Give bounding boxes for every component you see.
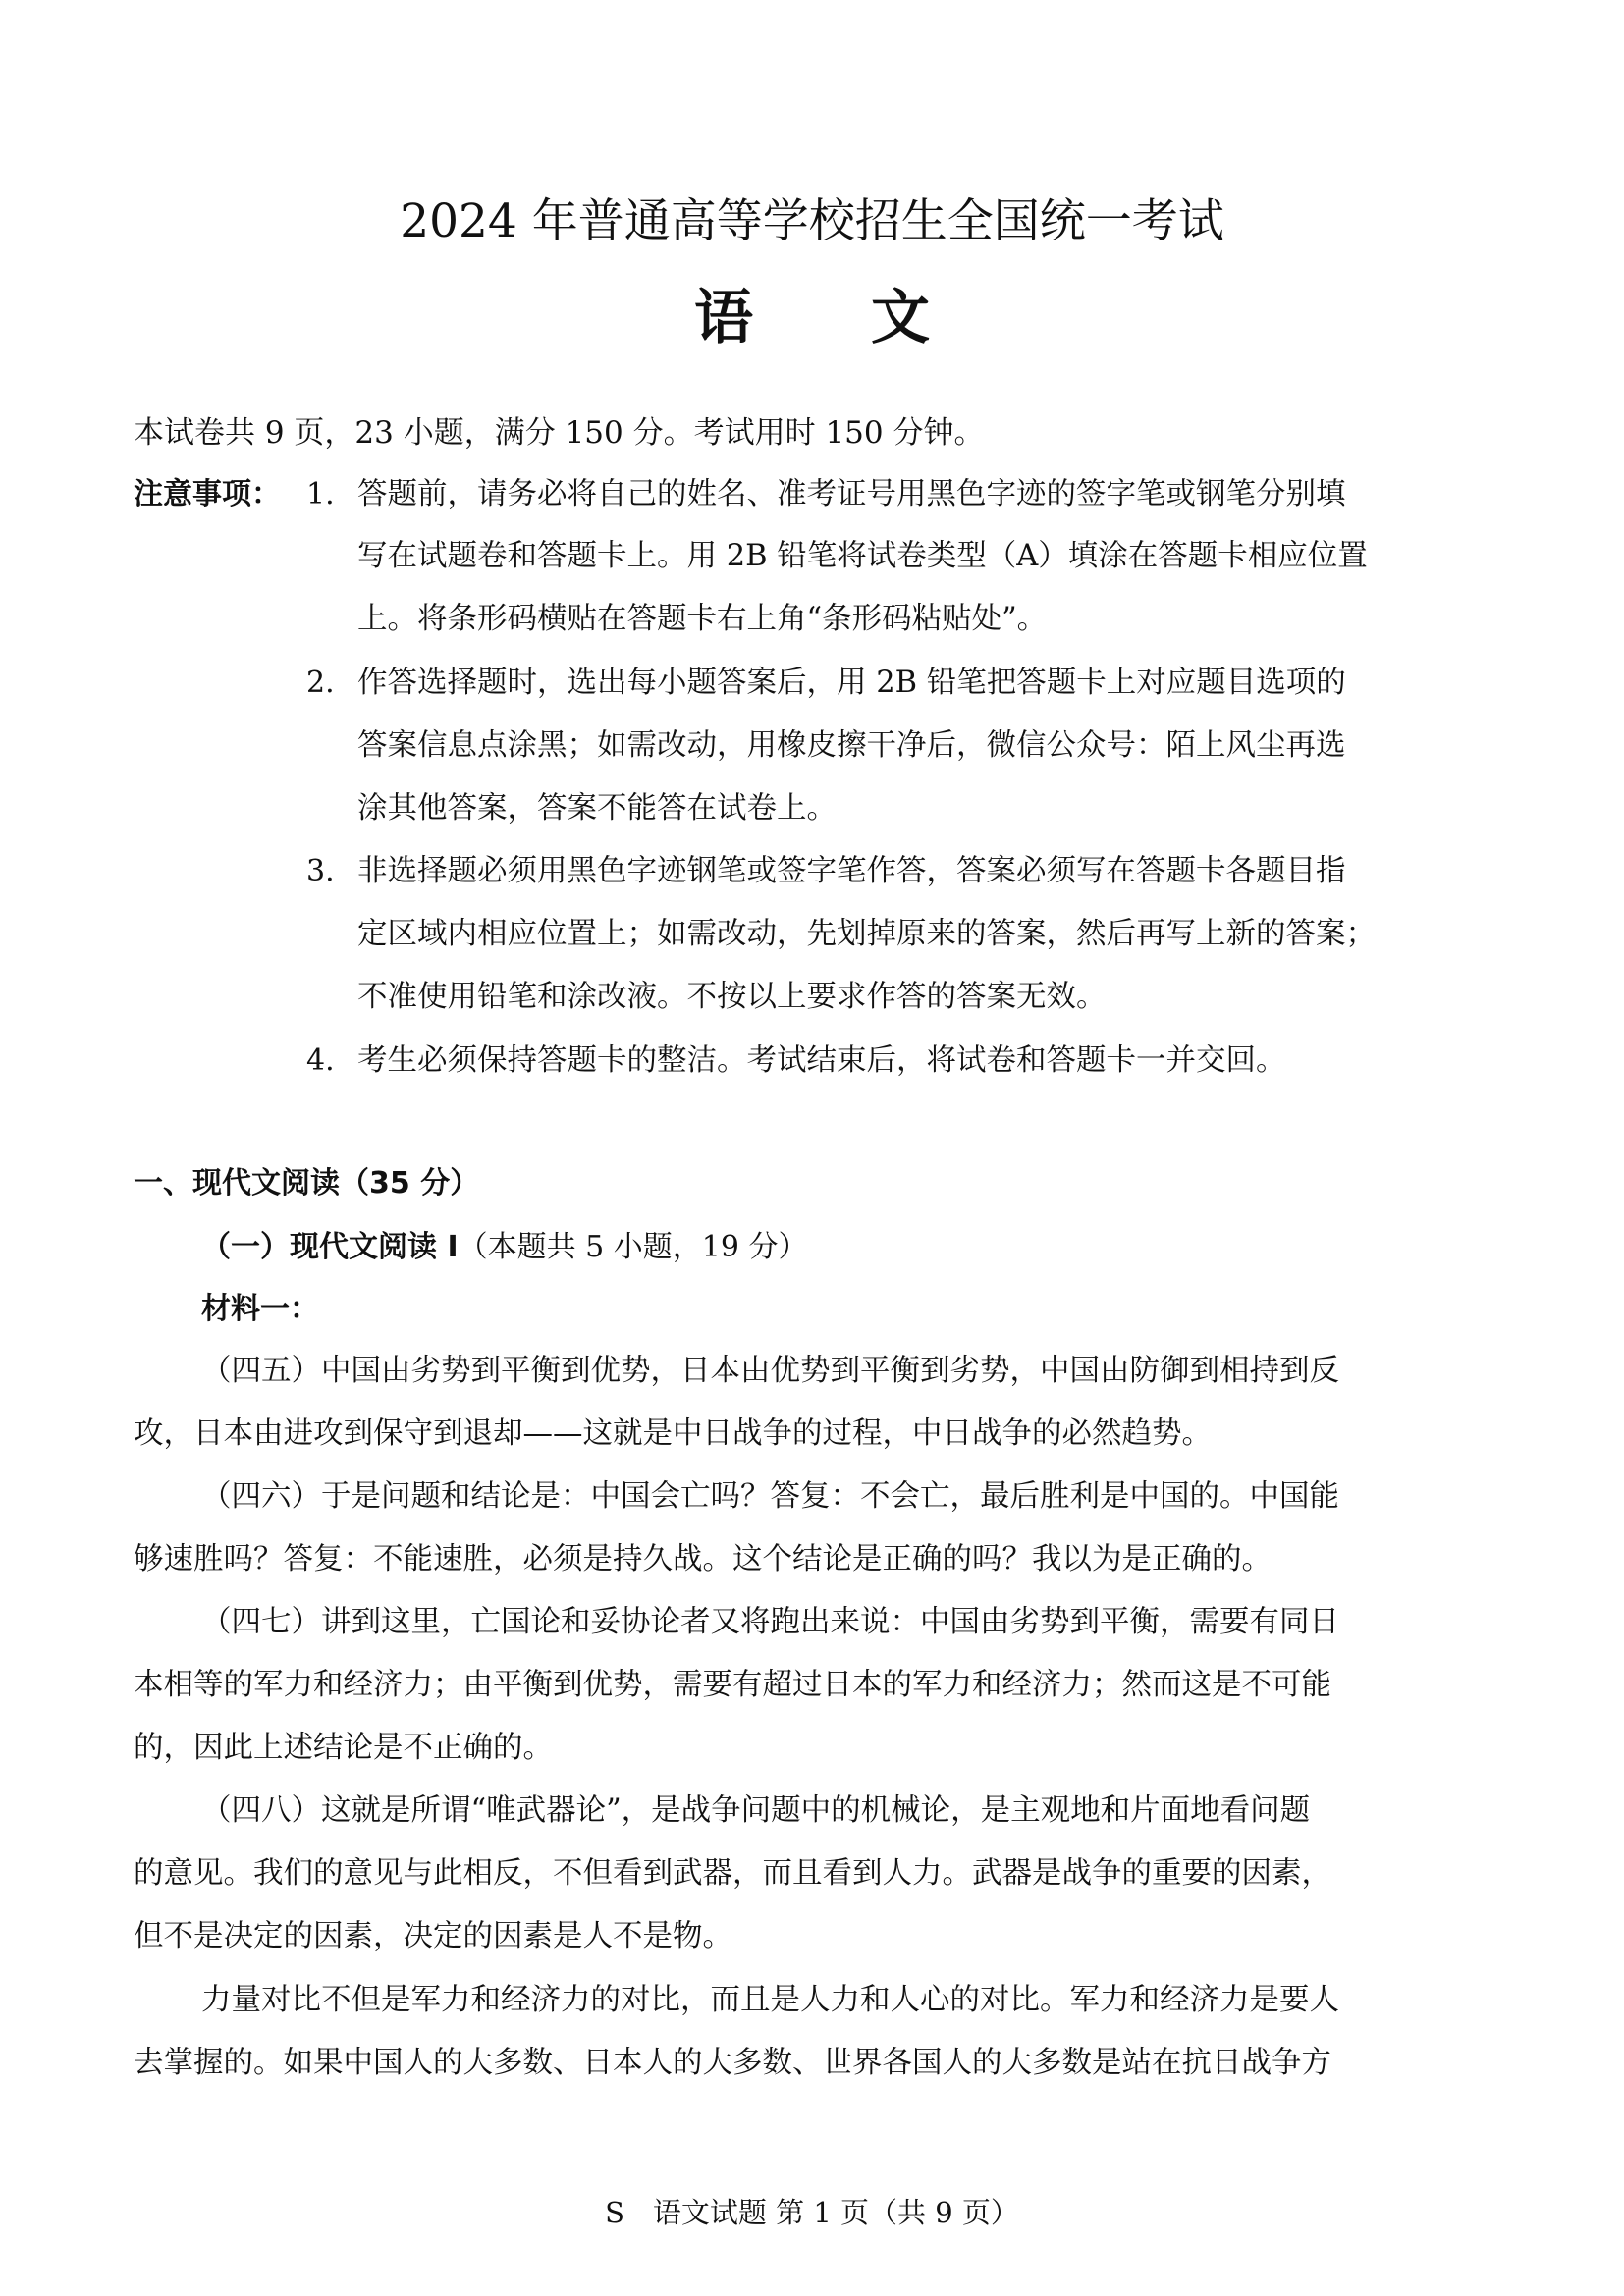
exam-title: 2024 年普通高等学校招生全国统一考试 [400,194,1224,248]
page-footer: S 语文试题 第 1 页（共 9 页） [605,2196,1019,2229]
notice-item-line: 非选择题必须用黑色字迹钢笔或签字笔作答，答案必须写在答题卡各题目指 [357,854,1346,888]
subsection-heading [201,1228,807,1267]
subject-title: 语文 [694,284,1048,352]
subsection-note: （本题共 5 小题，19 分） [458,1230,808,1264]
paragraph-line: 的，因此上述结论是不正确的。 [134,1731,553,1765]
paragraph-line: 的意见。我们的意见与此相反，不但看到武器，而且看到人力。武器是战争的重要的因素， [134,1856,1331,1891]
notice-item-number: 3. [306,854,335,888]
paragraph-line: 攻，日本由进攻到保守到退却——这就是中日战争的过程，中日战争的必然趋势。 [134,1416,1212,1451]
paragraph-line: （四八）这就是所谓“唯武器论”，是战争问题中的机械论，是主观地和片面地看问题 [201,1793,1311,1828]
material-label: 材料一： [201,1292,319,1326]
notice-item-line: 写在试题卷和答题卡上。用 2B 铅笔将试卷类型（A）填涂在答题卡相应位置 [357,539,1368,573]
notice-item-number: 4. [306,1043,335,1078]
notice-item-line: 答案信息点涂黑；如需改动，用橡皮擦干净后，微信公众号：陌上风尘再选 [357,728,1346,763]
paragraph-line: 去掌握的。如果中国人的大多数、日本人的大多数、世界各国人的大多数是站在抗日战争方 [134,2046,1331,2080]
notice-item-number: 2. [306,666,335,700]
paragraph-line: 但不是决定的因素，决定的因素是人不是物。 [134,1919,732,1953]
paragraph-line: 本相等的军力和经济力；由平衡到优势，需要有超过日本的军力和经济力；然而这是不可能 [134,1668,1331,1702]
paragraph-line: （四五）中国由劣势到平衡到优势，日本由优势到平衡到劣势，中国由防御到相持到反 [201,1354,1339,1388]
notice-item-line: 定区域内相应位置上；如需改动，先划掉原来的答案，然后再写上新的答案； [357,917,1376,951]
notice-item-line: 作答选择题时，选出每小题答案后，用 2B 铅笔把答题卡上对应题目选项的 [357,666,1346,700]
section-heading: 一、现代文阅读（35 分） [134,1166,480,1201]
paragraph-line: 力量对比不但是军力和经济力的对比，而且是人力和人心的对比。军力和经济力是要人 [201,1983,1339,2017]
notice-item-line: 考生必须保持答题卡的整洁。考试结束后，将试卷和答题卡一并交回。 [357,1043,1286,1078]
paragraph-line: （四七）讲到这里，亡国论和妥协论者又将跑出来说：中国由劣势到平衡，需要有同日 [201,1605,1339,1639]
notice-item-line: 不准使用铅笔和涂改液。不按以上要求作答的答案无效。 [357,980,1107,1014]
notice-item-line: 上。将条形码横贴在答题卡右上角“条形码粘贴处”。 [357,602,1048,636]
notice-item-line: 涂其他答案，答案不能答在试卷上。 [357,791,837,826]
paragraph-line: （四六）于是问题和结论是：中国会亡吗？答复：不会亡，最后胜利是中国的。中国能 [201,1479,1339,1514]
paragraph-line: 够速胜吗？答复：不能速胜，必须是持久战。这个结论是正确的吗？我以为是正确的。 [134,1542,1272,1576]
notice-item-line: 答题前，请务必将自己的姓名、准考证号用黑色字迹的签字笔或钢笔分别填 [357,477,1346,511]
notice-label: 注意事项： [134,477,281,511]
subsection-title: （一）现代文阅读 I [201,1230,459,1264]
exam-intro: 本试卷共 9 页，23 小题，满分 150 分。考试用时 150 分钟。 [134,415,985,451]
notice-item-number: 1. [306,477,335,511]
